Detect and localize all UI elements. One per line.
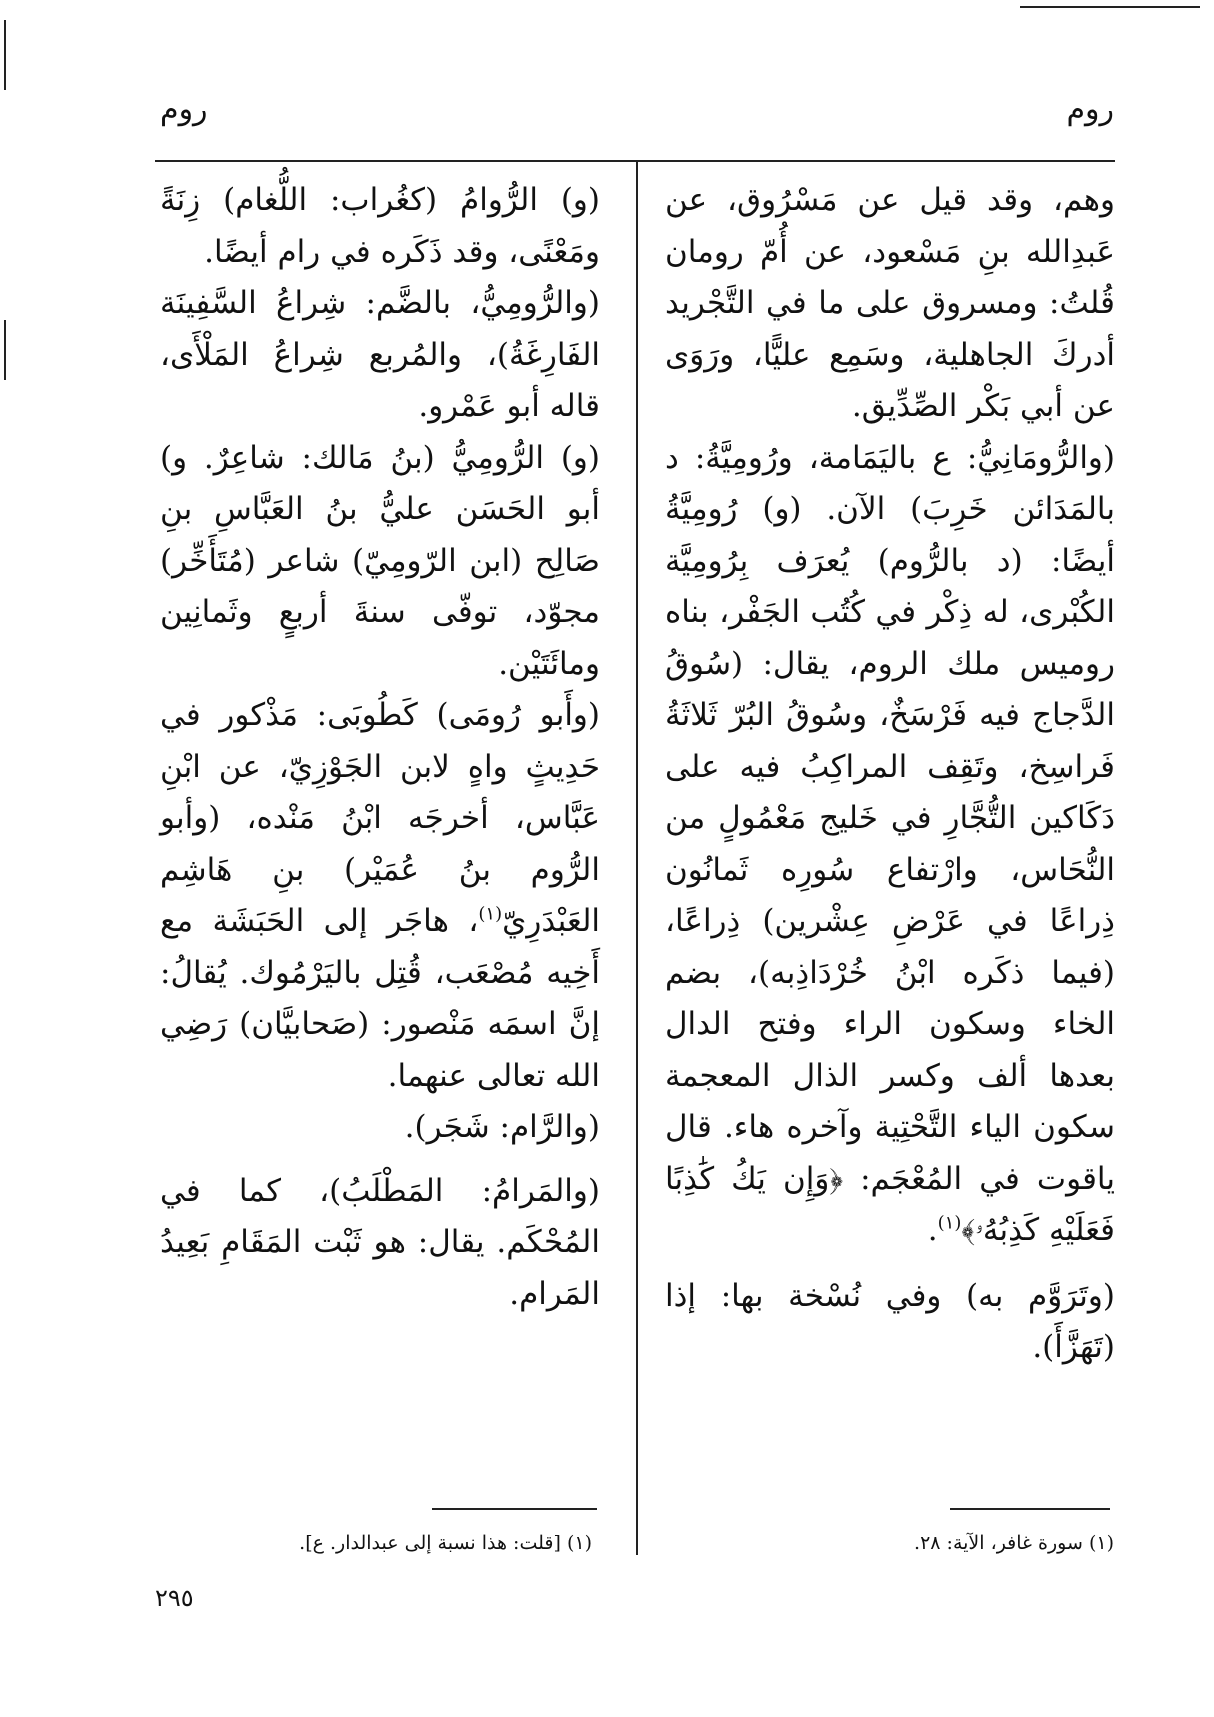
right-paragraph-1: وهم، وقد قيل عن مَسْرُوق، عن عَبدِالله بنِ مَسْعود، عن أُمّ رومان قُلتُ: ومسروق على ما في التَّجْريد أدركَ الجاهلية، وسَمِع عليًّا، ورَوَى عن أبي بَكْر الصِّدِّيق. [665,182,1115,424]
left-footnote: (١) [قلت: هذا نسبة إلى عبدالدار. ع]. [299,1532,592,1554]
right-footnote-rule [950,1508,1110,1510]
left-paragraph-4-text: (وأَبو رُومَى) كَطُوبَى: مَذْكور في حَدِيثٍ واهٍ لابن الجَوْزِيّ، عن ابْنِ عَبَّاس، أخرجَه ابْنُ مَنْده، (وأبو الرُّوم بنُ عُمَيْر) بنِ هَاشِم العَبْدَرِيّ [160,697,600,939]
margin-mark-left-mid [4,320,6,380]
left-paragraph-3: (و) الرُّومِيُّ (بنُ مَالك: شاعِرٌ. و) أبو الحَسَن عليُّ بنُ العَبَّاسِ بنِ صَالِح (ابن الرّومِيّ) شاعر (مُتَأَخِّر) مجوّد، توفّى سنةَ أربعٍ وثَمانِين ومائَتَيْن. [160,439,600,682]
left-footnote-rule [432,1508,597,1510]
header-rule [155,160,1115,162]
margin-mark-left-top [4,20,6,90]
left-paragraph-1: (و) الرُّوامُ (كغُراب: اللُّغام) زِنَةً ومَعْنًى، وقد ذَكَره في رام أيضًا. [160,182,600,270]
column-divider [636,160,638,1555]
running-head-left: روم [160,92,208,127]
right-paragraph-2: (والرُّومَانِيُّ: ع باليَمَامة، ورُومِيَّةُ: د بالمَدَائن خَرِبَ) الآن. (و) رُومِيَّةُ أيضًا: (د بالرُّوم) يُعرَف بِرُومِيَّة الكُبْرى، له ذِكْر في كُتُب الجَفْر، بناه روميس ملك الروم، يقال: (سُوقُ الدَّجاج فيه فَرْسَخٌ، وسُوقُ البُرّ ثَلاثَةُ فَراسِخ، وتَقِف المراكِبُ فيه على دَكَاكين التُّجَّارِ في خَليج مَعْمُولٍ من النُّحَاس، وارْتفاع سُورِه ثَمانُون ذِراعًا في عَرْضِ عِشْرين) ذِراعًا، (فيما ذكَره ابْنُ خُرْدَاذِبه)، بضم الخاء وسكون الراء وفتح الدال بعدها ألف وكسر الذال المعجمة سكون الياء التَّحْتِية وآخره هاء. قال ياقوت في المُعْجَم: ﴿وَإِن يَكُ كَٰذِبًا فَعَلَيْهِ كَذِبُهُۥ﴾$^{(١)}$. [665,439,1115,1248]
left-paragraph-4 [160,690,600,1102]
right-footnote-ref: (١) [937,1212,962,1234]
margin-mark-top [1020,6,1200,8]
left-paragraph-4-continued: ، هاجَر إلى الحَبَشَة مع أَخِيه مُصْعَب، قُتِل باليَرْمُوك. يُقالُ: إنَّ اسمَه مَنْصور: (صَحابيَّان) رَضِي الله تعالى عنهما. [160,903,600,1094]
right-footnote: (١) سورة غافر، الآية: ٢٨. [914,1532,1114,1554]
left-paragraph-2: (والرُّومِيُّ، بالضَّم: شِراعُ السَّفِينَة الفَارِغَةُ)، والمُربع شِراعُ المَلْأَى، قاله أبو عَمْرو. [160,285,600,424]
left-paragraph-5: (والرَّام: شَجَر). [404,1109,600,1145]
left-footnote-ref: (١) [478,903,503,925]
page-number: ٢٩٥ [155,1584,194,1612]
right-paragraph-3: (وتَرَوَّم به) وفي نُسْخة بها: إذا (تَهَزَّأَ). [665,1277,1115,1365]
running-head-right: روم [1066,92,1114,127]
left-paragraph-6: (والمَرامُ: المَطْلَبُ)، كما في المُحْكَم. يقال: هو ثَبْت المَقَامِ بَعِيدُ المَرام. [160,1172,600,1312]
right-column [665,175,1115,1374]
left-column [160,175,600,1320]
right-paragraph-2-text: (والرُّومَانِيُّ: ع باليَمَامة، ورُومِيَّةُ: د بالمَدَائن خَرِبَ) الآن. (و) رُومِيَّةُ أيضًا: (د بالرُّوم) يُعرَف بِرُومِيَّة الكُبْرى، له ذِكْر في كُتُب الجَفْر، بناه روميس ملك الروم، يقال: (سُوقُ الدَّجاج فيه فَرْسَخٌ، وسُوقُ البُرّ ثَلاثَةُ فَراسِخ، وتَقِف المراكِبُ فيه على دَكَاكين التُّجَّارِ في خَليج مَعْمُولٍ من النُّحَاس، وارْتفاع سُورِه ثَمانُون ذِراعًا في عَرْضِ عِشْرين) ذِراعًا، (فيما ذكَره ابْنُ خُرْدَاذِبه)، بضم الخاء وسكون الراء وفتح الدال بعدها ألف وكسر الذال المعجمة سكون الياء التَّحْتِية وآخره هاء. قال ياقوت في المُعْجَم: ﴿وَإِن يَكُ كَٰذِبًا فَعَلَيْهِ كَذِبُهُۥ﴾ [665,439,1115,1248]
